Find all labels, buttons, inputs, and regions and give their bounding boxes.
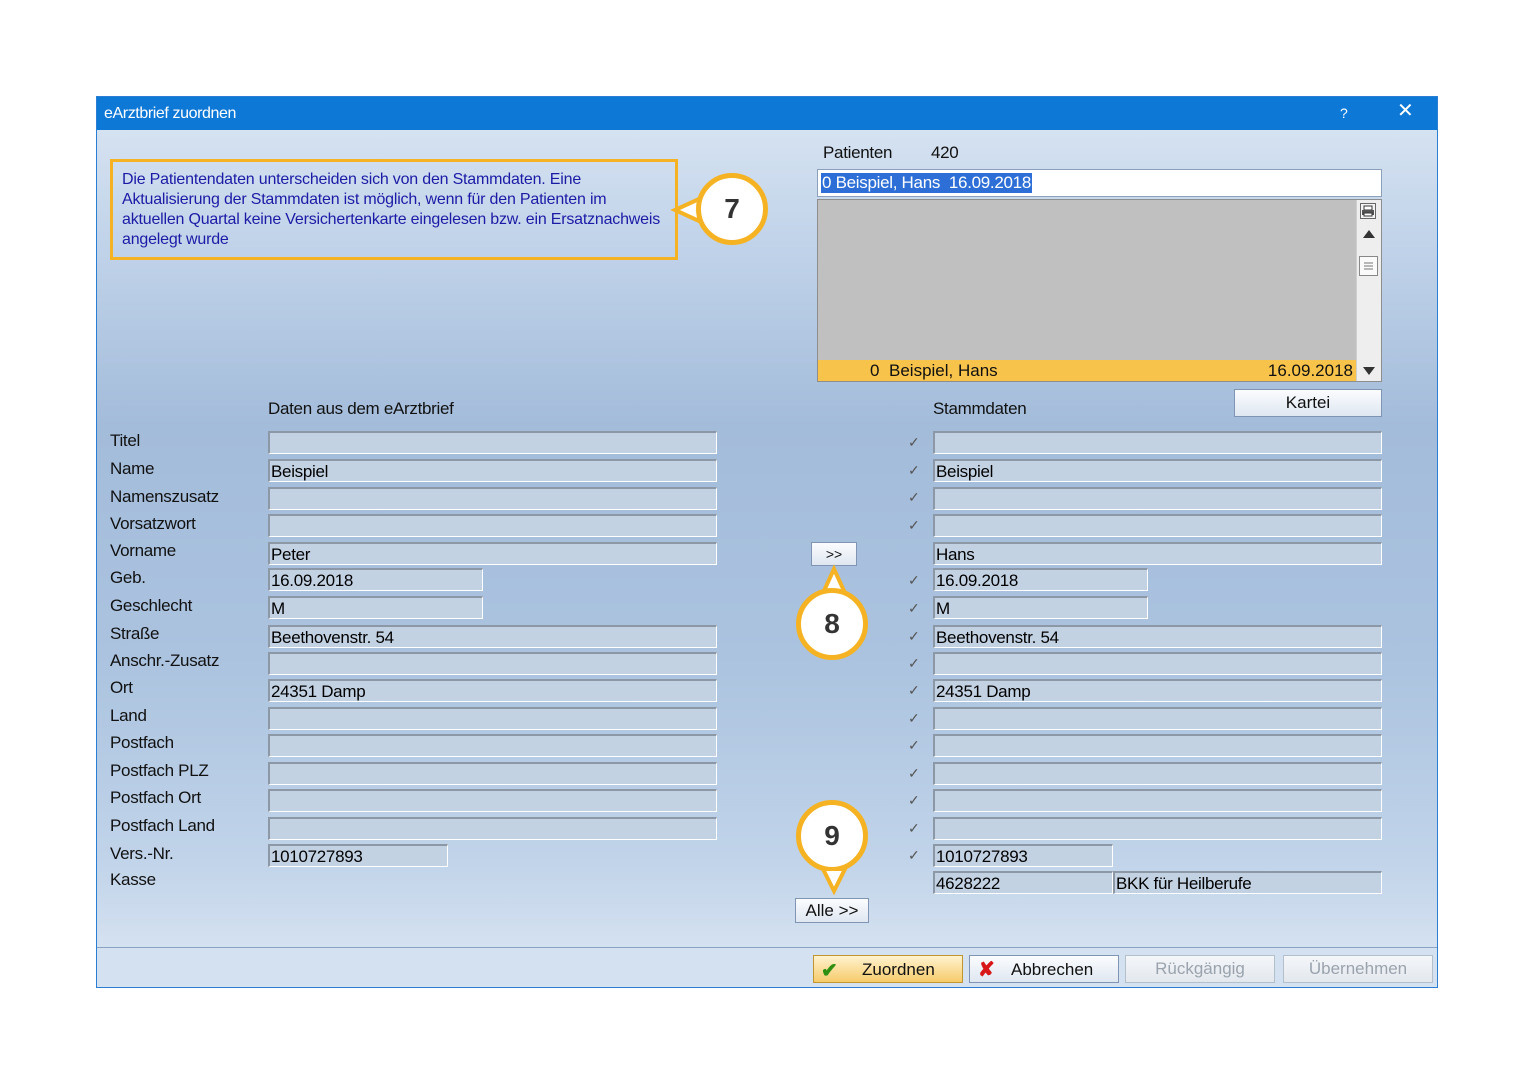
right-vorsatzwort-field[interactable] (933, 514, 1382, 537)
uebernehmen-button[interactable]: Übernehmen (1283, 955, 1433, 983)
print-icon[interactable] (1360, 203, 1376, 219)
callout-7: 7 (696, 173, 768, 245)
abbrechen-label: Abbrechen (1011, 960, 1094, 979)
cancel-x-icon: ✘ (978, 959, 995, 981)
abbrechen-button[interactable] (969, 955, 1119, 983)
label-postfach-plz: Postfach PLZ (110, 761, 209, 780)
left-postfach-field[interactable] (268, 734, 717, 757)
label-vorname: Vorname (110, 541, 176, 560)
callout-9: 9 (796, 800, 868, 872)
checkmark-icon: ✔ (821, 960, 838, 982)
transfer-all-button[interactable]: Alle >> (795, 898, 869, 923)
zuordnen-label: Zuordnen (862, 960, 935, 979)
right-name-field[interactable]: Beispiel (933, 459, 1382, 482)
right-kasse-ik-field[interactable]: 4628222 (933, 871, 1113, 894)
patient-list[interactable] (817, 199, 1382, 382)
patient-search-value: 0 Beispiel, Hans 16.09.2018 (822, 173, 1031, 192)
right-anschr-zusatz-field[interactable] (933, 652, 1382, 675)
right-namenszusatz-field[interactable] (933, 487, 1382, 510)
right-geb-field[interactable]: 16.09.2018 (933, 568, 1148, 591)
match-check-icon: ✓ (908, 847, 920, 863)
scroll-thumb[interactable] (1359, 256, 1378, 276)
label-vers-nr: Vers.-Nr. (110, 844, 174, 863)
left-namenszusatz-field[interactable] (268, 487, 717, 510)
right-land-field[interactable] (933, 707, 1382, 730)
label-anschr-zusatz: Anschr.-Zusatz (110, 651, 220, 670)
match-check-icon: ✓ (908, 489, 920, 505)
patient-list-scrollbar[interactable] (1356, 200, 1381, 381)
right-kasse-name-field[interactable]: BKK für Heilberufe (1113, 871, 1382, 894)
title-bar (97, 97, 1437, 130)
label-kasse: Kasse (110, 870, 156, 889)
left-geschlecht-field[interactable]: M (268, 596, 483, 619)
label-postfach: Postfach (110, 733, 174, 752)
patient-row-date: 16.09.2018 (1267, 361, 1353, 380)
left-postfach-land-field[interactable] (268, 817, 717, 840)
right-postfach-land-field[interactable] (933, 817, 1382, 840)
transfer-vorname-button[interactable]: >> (811, 542, 857, 566)
match-check-icon: ✓ (908, 737, 920, 753)
left-column-header: Daten aus dem eArztbrief (268, 399, 454, 418)
kartei-button[interactable]: Kartei (1234, 389, 1382, 417)
left-vorname-field[interactable]: Peter (268, 542, 717, 565)
left-vers-nr-field[interactable]: 1010727893 (268, 844, 448, 867)
match-check-icon: ✓ (908, 462, 920, 478)
scroll-down-arrow-icon[interactable] (1362, 366, 1376, 376)
match-check-icon: ✓ (908, 434, 920, 450)
left-geb-field[interactable]: 16.09.2018 (268, 568, 483, 591)
label-namenszusatz: Namenszusatz (110, 487, 219, 506)
dialog-window (96, 96, 1438, 988)
left-vorsatzwort-field[interactable] (268, 514, 717, 537)
rueckgaengig-button[interactable]: Rückgängig (1125, 955, 1275, 983)
match-check-icon: ✓ (908, 572, 920, 588)
left-postfach-plz-field[interactable] (268, 762, 717, 785)
right-postfach-field[interactable] (933, 734, 1382, 757)
left-ort-field[interactable]: 24351 Damp (268, 679, 717, 702)
match-check-icon: ✓ (908, 517, 920, 533)
patient-list-row[interactable] (818, 360, 1357, 381)
bottom-divider (97, 947, 1437, 948)
right-column-header: Stammdaten (933, 399, 1027, 418)
right-vers-nr-field[interactable]: 1010727893 (933, 844, 1113, 867)
match-check-icon: ✓ (908, 682, 920, 698)
patient-row-number: 0 (870, 361, 880, 380)
callout-8: 8 (796, 588, 868, 660)
left-strasse-field[interactable]: Beethovenstr. 54 (268, 625, 717, 648)
right-strasse-field[interactable]: Beethovenstr. 54 (933, 625, 1382, 648)
callout-9-pointer (819, 867, 849, 897)
patient-row-name: Beispiel, Hans (889, 361, 998, 380)
patient-search-input[interactable] (817, 169, 1382, 197)
help-button[interactable]: ? (1340, 105, 1348, 121)
label-postfach-land: Postfach Land (110, 816, 215, 835)
label-vorsatzwort: Vorsatzwort (110, 514, 196, 533)
right-postfach-plz-field[interactable] (933, 762, 1382, 785)
close-button[interactable]: ✕ (1397, 100, 1414, 122)
label-strasse: Straße (110, 624, 160, 643)
right-ort-field[interactable]: 24351 Damp (933, 679, 1382, 702)
right-geschlecht-field[interactable]: M (933, 596, 1148, 619)
label-geb: Geb. (110, 568, 146, 587)
label-land: Land (110, 706, 147, 725)
left-anschr-zusatz-field[interactable] (268, 652, 717, 675)
match-check-icon: ✓ (908, 628, 920, 644)
match-check-icon: ✓ (908, 792, 920, 808)
match-check-icon: ✓ (908, 820, 920, 836)
match-check-icon: ✓ (908, 600, 920, 616)
right-vorname-field[interactable]: Hans (933, 542, 1382, 565)
patients-count: 420 (931, 143, 959, 162)
patients-label: Patienten (823, 143, 893, 162)
info-message: Die Patientendaten unterscheiden sich von den Stammdaten. Eine Aktualisierung der Stammdaten ist möglich, wenn für den Patienten im aktuellen Quartal keine Versichertenkarte eingelesen bzw. ein Ersatznachweis angelegt wurde (110, 159, 678, 260)
label-ort: Ort (110, 678, 133, 697)
label-postfach-ort: Postfach Ort (110, 788, 201, 807)
window-title: eArztbrief zuordnen (104, 105, 237, 122)
right-titel-field[interactable] (933, 431, 1382, 454)
label-geschlecht: Geschlecht (110, 596, 193, 615)
match-check-icon: ✓ (908, 710, 920, 726)
left-titel-field[interactable] (268, 431, 717, 454)
scroll-up-arrow-icon[interactable] (1362, 229, 1376, 239)
left-postfach-ort-field[interactable] (268, 789, 717, 812)
match-check-icon: ✓ (908, 655, 920, 671)
right-postfach-ort-field[interactable] (933, 789, 1382, 812)
label-name: Name (110, 459, 155, 478)
match-check-icon: ✓ (908, 765, 920, 781)
left-name-field[interactable]: Beispiel (268, 459, 717, 482)
left-land-field[interactable] (268, 707, 717, 730)
zuordnen-button[interactable] (813, 955, 963, 983)
label-titel: Titel (110, 431, 140, 450)
